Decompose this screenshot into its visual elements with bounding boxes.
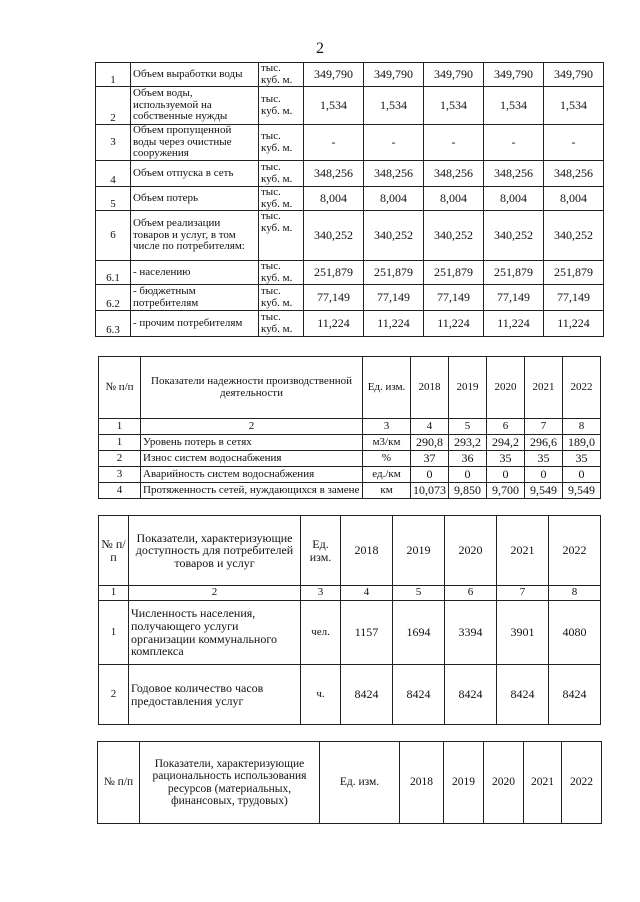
indicator-header: Показатели, характеризующие рациональность использования ресурсов (материальных, финансовых, трудовых) (140, 742, 320, 824)
row-number: 4 (96, 161, 131, 187)
unit-cell: тыс. куб. м. (259, 211, 304, 261)
indicator-name: Износ систем водоснабжения (141, 451, 363, 467)
indicator-name: Объем воды, используемой на собственные нужды (131, 87, 259, 125)
year-header: 2018 (341, 516, 393, 586)
table-row (96, 161, 604, 187)
unit-cell: тыс. куб. м. (259, 311, 304, 337)
table-row (96, 261, 604, 285)
unit-header: Ед. изм. (301, 516, 341, 586)
value-2022: 340,252 (544, 211, 604, 261)
value-2020: 1,534 (424, 87, 484, 125)
value-2022: 0 (563, 467, 601, 483)
value-2021: 0 (525, 467, 563, 483)
number-header: № п/п (99, 357, 141, 419)
value-2018: 1,534 (304, 87, 364, 125)
index-row (99, 586, 601, 601)
unit-header: Ед. изм. (363, 357, 411, 419)
value-2022: 349,790 (544, 63, 604, 87)
indicator-name: - прочим потребителям (131, 311, 259, 337)
value-2022: 1,534 (544, 87, 604, 125)
column-index: 5 (449, 419, 487, 435)
indicator-name: - бюджетным потребителям (131, 285, 259, 311)
unit-cell: тыс. куб. м. (259, 187, 304, 211)
row-number: 5 (96, 187, 131, 211)
unit-cell: ч. (301, 665, 341, 725)
value-2022: 35 (563, 451, 601, 467)
value-2020: 11,224 (424, 311, 484, 337)
column-index: 6 (487, 419, 525, 435)
value-2020: - (424, 125, 484, 161)
unit-cell: тыс. куб. м. (259, 63, 304, 87)
column-index: 8 (549, 586, 601, 601)
value-2021: 3901 (497, 601, 549, 665)
indicator-name: Аварийность систем водоснабжения (141, 467, 363, 483)
indicator-name: Объем выработки воды (131, 63, 259, 87)
row-number: 6.1 (96, 261, 131, 285)
value-2020: 9,700 (487, 483, 525, 499)
value-2019: 11,224 (364, 311, 424, 337)
value-2018: 0 (411, 467, 449, 483)
table-row (99, 483, 601, 499)
row-number: 1 (99, 435, 141, 451)
unit-cell: тыс. куб. м. (259, 161, 304, 187)
value-2022: 11,224 (544, 311, 604, 337)
unit-cell: тыс. куб. м. (259, 285, 304, 311)
header-row (99, 516, 601, 586)
indicator-name: - населению (131, 261, 259, 285)
year-header: 2022 (563, 357, 601, 419)
indicator-name: Объем реализации товаров и услуг, в том числе по потребителям: (131, 211, 259, 261)
value-2020: 8,004 (424, 187, 484, 211)
value-2019: 8424 (393, 665, 445, 725)
year-header: 2021 (497, 516, 549, 586)
header-row (99, 357, 601, 419)
value-2021: 349,790 (484, 63, 544, 87)
table-row (96, 187, 604, 211)
value-2018: 77,149 (304, 285, 364, 311)
year-header: 2020 (484, 742, 524, 824)
value-2018: 348,256 (304, 161, 364, 187)
column-index: 2 (129, 586, 301, 601)
water-volume-table (95, 62, 604, 337)
value-2019: 1,534 (364, 87, 424, 125)
resource-efficiency-table (97, 741, 602, 824)
table-row (99, 451, 601, 467)
table-row (96, 87, 604, 125)
value-2021: 9,549 (525, 483, 563, 499)
year-header: 2020 (487, 357, 525, 419)
year-header: 2019 (449, 357, 487, 419)
value-2022: - (544, 125, 604, 161)
value-2018: 340,252 (304, 211, 364, 261)
year-header: 2019 (444, 742, 484, 824)
value-2019: 36 (449, 451, 487, 467)
value-2018: 11,224 (304, 311, 364, 337)
row-number: 2 (99, 451, 141, 467)
number-header: № п/п (98, 742, 140, 824)
column-index: 4 (411, 419, 449, 435)
unit-cell: тыс. куб. м. (259, 125, 304, 161)
value-2018: 290,8 (411, 435, 449, 451)
value-2020: 8424 (445, 665, 497, 725)
value-2018: 10,073 (411, 483, 449, 499)
indicator-name: Объем пропущенной воды через очистные сооружения (131, 125, 259, 161)
table-row (96, 63, 604, 87)
row-number: 6 (96, 211, 131, 261)
indicator-header: Показатели надежности производственной деятельности (141, 357, 363, 419)
value-2020: 340,252 (424, 211, 484, 261)
table-row (99, 467, 601, 483)
value-2019: 0 (449, 467, 487, 483)
value-2018: 8,004 (304, 187, 364, 211)
value-2019: - (364, 125, 424, 161)
value-2021: 340,252 (484, 211, 544, 261)
column-index: 7 (497, 586, 549, 601)
indicator-name: Протяженность сетей, нуждающихся в замене (141, 483, 363, 499)
indicator-name: Численность населения, получающего услуги организации коммунального комплекса (129, 601, 301, 665)
column-index: 1 (99, 419, 141, 435)
value-2019: 340,252 (364, 211, 424, 261)
table-row (99, 435, 601, 451)
column-index: 2 (141, 419, 363, 435)
value-2021: 251,879 (484, 261, 544, 285)
column-index: 8 (563, 419, 601, 435)
value-2022: 8424 (549, 665, 601, 725)
unit-cell: чел. (301, 601, 341, 665)
unit-cell: тыс. куб. м. (259, 87, 304, 125)
page-number: 2 (316, 40, 324, 57)
year-header: 2022 (562, 742, 602, 824)
row-number: 6.3 (96, 311, 131, 337)
value-2022: 348,256 (544, 161, 604, 187)
table-row (96, 125, 604, 161)
indicator-name: Объем потерь (131, 187, 259, 211)
unit-cell: ед./км (363, 467, 411, 483)
value-2018: 251,879 (304, 261, 364, 285)
unit-cell: % (363, 451, 411, 467)
value-2019: 348,256 (364, 161, 424, 187)
column-index: 1 (99, 586, 129, 601)
table-row (99, 665, 601, 725)
value-2020: 294,2 (487, 435, 525, 451)
value-2018: 8424 (341, 665, 393, 725)
unit-header: Ед. изм. (320, 742, 400, 824)
unit-cell: тыс. куб. м. (259, 261, 304, 285)
row-number: 3 (99, 467, 141, 483)
value-2021: - (484, 125, 544, 161)
value-2019: 293,2 (449, 435, 487, 451)
value-2020: 35 (487, 451, 525, 467)
table-row (96, 285, 604, 311)
value-2022: 4080 (549, 601, 601, 665)
indicator-header: Показатели, характеризующие доступность для потребителей товаров и услуг (129, 516, 301, 586)
number-header: № п/п (99, 516, 129, 586)
index-row (99, 419, 601, 435)
accessibility-table (98, 515, 601, 725)
row-number: 2 (96, 87, 131, 125)
value-2021: 35 (525, 451, 563, 467)
year-header: 2019 (393, 516, 445, 586)
row-number: 2 (99, 665, 129, 725)
value-2018: 37 (411, 451, 449, 467)
value-2018: 1157 (341, 601, 393, 665)
row-number: 1 (96, 63, 131, 87)
value-2021: 8,004 (484, 187, 544, 211)
row-number: 4 (99, 483, 141, 499)
column-index: 7 (525, 419, 563, 435)
value-2019: 77,149 (364, 285, 424, 311)
value-2021: 348,256 (484, 161, 544, 187)
value-2021: 296,6 (525, 435, 563, 451)
value-2021: 1,534 (484, 87, 544, 125)
table-row (96, 311, 604, 337)
value-2019: 1694 (393, 601, 445, 665)
table-row (99, 601, 601, 665)
value-2018: - (304, 125, 364, 161)
value-2021: 11,224 (484, 311, 544, 337)
year-header: 2020 (445, 516, 497, 586)
value-2019: 251,879 (364, 261, 424, 285)
value-2019: 9,850 (449, 483, 487, 499)
year-header: 2018 (411, 357, 449, 419)
reliability-table (98, 356, 601, 499)
year-header: 2018 (400, 742, 444, 824)
value-2022: 8,004 (544, 187, 604, 211)
unit-cell: км (363, 483, 411, 499)
row-number: 1 (99, 601, 129, 665)
value-2022: 189,0 (563, 435, 601, 451)
year-header: 2022 (549, 516, 601, 586)
header-row (98, 742, 602, 824)
table-row (96, 211, 604, 261)
value-2018: 349,790 (304, 63, 364, 87)
value-2019: 8,004 (364, 187, 424, 211)
column-index: 4 (341, 586, 393, 601)
column-index: 6 (445, 586, 497, 601)
value-2019: 349,790 (364, 63, 424, 87)
value-2022: 251,879 (544, 261, 604, 285)
indicator-name: Объем отпуска в сеть (131, 161, 259, 187)
value-2021: 8424 (497, 665, 549, 725)
unit-cell: м3/км (363, 435, 411, 451)
column-index: 3 (363, 419, 411, 435)
row-number: 3 (96, 125, 131, 161)
value-2020: 77,149 (424, 285, 484, 311)
value-2021: 77,149 (484, 285, 544, 311)
column-index: 5 (393, 586, 445, 601)
indicator-name: Годовое количество часов предоставления услуг (129, 665, 301, 725)
value-2022: 9,549 (563, 483, 601, 499)
year-header: 2021 (525, 357, 563, 419)
value-2020: 348,256 (424, 161, 484, 187)
column-index: 3 (301, 586, 341, 601)
row-number: 6.2 (96, 285, 131, 311)
value-2020: 0 (487, 467, 525, 483)
value-2020: 349,790 (424, 63, 484, 87)
value-2020: 251,879 (424, 261, 484, 285)
value-2022: 77,149 (544, 285, 604, 311)
value-2020: 3394 (445, 601, 497, 665)
year-header: 2021 (524, 742, 562, 824)
indicator-name: Уровень потерь в сетях (141, 435, 363, 451)
